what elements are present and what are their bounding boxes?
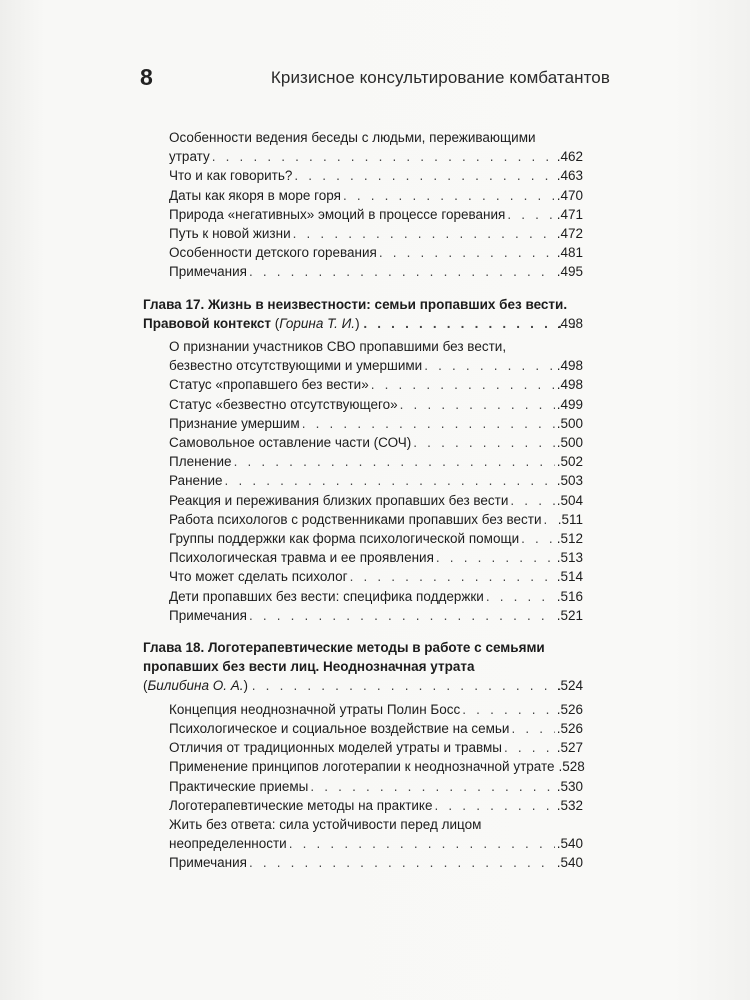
chapter-heading[interactable] (143, 295, 583, 333)
toc-entry[interactable] (143, 548, 583, 567)
toc-entry-row (169, 186, 583, 205)
leader-dots (521, 529, 555, 548)
author-paren: ( (143, 678, 148, 694)
toc-entry-row (169, 606, 583, 625)
toc-entry-title: Даты как якоря в море горя (169, 187, 341, 203)
toc-entry-row (169, 356, 583, 375)
leader-dots (504, 738, 555, 757)
toc-entry-title-line: Жить без ответа: сила устойчивости перед лицом (169, 816, 482, 832)
toc-entry-page: .462 (556, 149, 583, 165)
toc-entry[interactable] (143, 491, 583, 510)
leader-dots (507, 205, 554, 224)
toc-entry[interactable] (143, 166, 583, 185)
leader-dots (250, 676, 581, 695)
toc-entry-page: .514 (556, 569, 583, 585)
toc-entry-title: Что может сделать психолог (169, 569, 348, 585)
chapter-heading[interactable] (143, 638, 583, 696)
toc-entry-row (169, 700, 583, 719)
toc-entry-title: Практические приемы (169, 778, 309, 794)
toc-entry-title: Группы поддержки как форма психологической помощи (169, 531, 520, 547)
toc-entry-page: .527 (556, 740, 583, 756)
toc-entry-title: Признание умершим (169, 415, 300, 431)
toc-entry-title: Природа «негативных» эмоций в процессе горевания (169, 206, 506, 222)
toc-entry-row (169, 166, 583, 185)
toc-section-chapter16-tail (143, 128, 583, 282)
toc-entry-title: Реакция и переживания близких пропавших без вести (169, 492, 509, 508)
toc-entry-list (143, 700, 583, 873)
toc-entry[interactable] (143, 243, 583, 262)
toc-entry-title: Ранение (169, 473, 223, 489)
toc-entry-title: утрату (169, 149, 210, 165)
leader-dots (510, 491, 554, 510)
toc-entry[interactable] (143, 452, 583, 471)
toc-entry-row (169, 147, 583, 166)
toc-entry-title: Самовольное оставление части (СОЧ) (169, 435, 412, 451)
toc-entry-row (169, 205, 583, 224)
toc-entry-page: .530 (556, 778, 583, 794)
toc-entry-title: Логотерапевтические методы на практике (169, 797, 433, 813)
toc-entry[interactable] (143, 853, 583, 872)
toc-entry-title: Отличия от традиционных моделей утраты и травмы (169, 740, 502, 756)
toc-entry-page: .516 (556, 588, 583, 604)
toc-entry-title: Работа психологов с родственниками пропавших без вести (169, 511, 542, 527)
toc-entry-row (169, 738, 583, 757)
toc-entry[interactable] (143, 186, 583, 205)
chapter-title-row (143, 676, 583, 695)
toc-entry-row (169, 834, 583, 853)
toc-entry[interactable] (143, 414, 583, 433)
leader-dots (212, 147, 555, 166)
toc-entry[interactable] (143, 719, 583, 738)
chapter-title-line: пропавших без вести лиц. Неоднозначная утрата (143, 659, 475, 675)
toc-entry-page: .528 (558, 759, 585, 775)
leader-dots (413, 433, 554, 452)
toc-entry-row (169, 471, 583, 490)
toc-entry-row (169, 548, 583, 567)
toc-entry-row (169, 510, 583, 529)
toc-entry-page: .472 (556, 226, 583, 242)
toc-entry-row (169, 796, 583, 815)
toc-entry-title: Примечания (169, 855, 247, 871)
toc-entry-row (169, 262, 583, 281)
toc-entry-title-line: Особенности ведения беседы с людьми, переживающими (169, 130, 536, 145)
toc-entry[interactable] (143, 395, 583, 414)
toc-entry-page: .463 (556, 168, 583, 184)
toc-entry-page: .526 (556, 701, 583, 717)
toc-entry-row (169, 375, 583, 394)
running-title: Кризисное консультирование комбатантов (270, 68, 610, 87)
toc-entry-title: Психологическое и социальное воздействие на семьи (169, 720, 510, 736)
toc-entry-page: .502 (556, 454, 583, 470)
toc-entry-page: .511 (557, 511, 583, 527)
toc-entry-title: Пленение (169, 454, 232, 470)
toc-entry-page: .504 (556, 492, 583, 508)
toc-entry-page: .495 (556, 264, 583, 280)
toc-entry[interactable] (143, 262, 583, 281)
toc-entry-title: Примечания (169, 264, 247, 280)
toc-entry-page: .540 (556, 855, 583, 871)
toc-entry[interactable] (143, 738, 583, 757)
toc-entry-page: .471 (556, 206, 583, 222)
toc-entry-row (169, 395, 583, 414)
leader-dots (293, 224, 555, 243)
toc-entry-title: Особенности детского горевания (169, 245, 377, 261)
toc-entry-page: .498 (556, 377, 583, 393)
toc-entry-title: Применение принципов логотерапии к неоднозначной утрате (169, 759, 555, 775)
toc-entry[interactable] (143, 529, 583, 548)
toc-entry[interactable] (143, 128, 583, 166)
toc-entry[interactable] (143, 815, 583, 853)
toc-entry-row (169, 529, 583, 548)
leader-dots (350, 567, 555, 586)
leader-dots (511, 719, 554, 738)
toc-entry-page: .498 (556, 358, 583, 374)
toc-section-chapter17 (143, 295, 583, 625)
chapter-title-line: Глава 18. Логотерапевтические методы в работе с семьями (143, 640, 545, 656)
toc-entry-row (169, 433, 583, 452)
leader-dots (249, 853, 555, 872)
toc-entry[interactable] (143, 205, 583, 224)
toc-entry-title: Примечания (169, 607, 247, 623)
toc-entry[interactable] (143, 471, 583, 490)
toc-entry-title: безвестно отсутствующими и умершими (169, 358, 423, 374)
leader-dots (249, 606, 555, 625)
toc-entry-row (169, 587, 583, 606)
toc-entry[interactable] (143, 337, 583, 375)
toc-entry-row (169, 777, 583, 796)
leader-dots (234, 452, 555, 471)
leader-dots (462, 700, 554, 719)
toc-entry[interactable] (143, 777, 583, 796)
toc-entry-page: .481 (556, 245, 583, 261)
toc-entry[interactable] (143, 433, 583, 452)
toc-entry[interactable] (143, 224, 583, 243)
leader-dots (544, 510, 556, 529)
toc-entry-page: .500 (556, 415, 583, 431)
toc-entry-page: .540 (556, 836, 583, 852)
toc-entry[interactable] (143, 510, 583, 529)
toc-entry-row (169, 567, 583, 586)
toc-entry-title: Психологическая травма и ее проявления (169, 550, 434, 566)
leader-dots (289, 834, 555, 853)
toc-entry-title: Дети пропавших без вести: специфика поддержки (169, 588, 484, 604)
leader-dots (302, 414, 555, 433)
toc-entry-page: .526 (556, 720, 583, 736)
author-paren: ( (271, 315, 280, 331)
toc-entry-row (169, 757, 583, 776)
toc-entry[interactable] (143, 700, 583, 719)
toc-entry-page: .532 (556, 797, 583, 813)
toc-entry[interactable] (143, 587, 583, 606)
toc-entry-page: .500 (556, 435, 583, 451)
chapter-author: Билибина О. А. (147, 678, 244, 694)
author-paren: ) (243, 678, 248, 694)
toc-entry-page: .503 (556, 473, 583, 489)
toc-entry-row (169, 224, 583, 243)
toc-entry-title: Статус «пропавшего без вести» (169, 377, 369, 393)
toc-entry-page: .470 (556, 187, 583, 203)
toc-entry-page: .521 (556, 607, 583, 623)
leader-dots (362, 314, 581, 333)
toc-entry-page: .499 (556, 396, 583, 412)
toc-entry-list (143, 128, 583, 282)
leader-dots (486, 587, 555, 606)
toc-entry-list (143, 337, 583, 625)
leader-dots (424, 356, 555, 375)
leader-dots (225, 471, 555, 490)
toc-entry-row (169, 853, 583, 872)
toc-entry-title: Что и как говорить? (169, 168, 293, 184)
table-of-contents (143, 128, 583, 886)
chapter-author: Горина Т. И. (279, 315, 356, 331)
toc-entry-title: Путь к новой жизни (169, 226, 291, 242)
chapter-title-line: Глава 17. Жизнь в неизвестности: семьи пропавших без вести. (143, 296, 568, 312)
toc-entry-title: Концепция неоднозначной утраты Полин Босс (169, 701, 461, 717)
leader-dots (371, 375, 555, 394)
chapter-title-row (143, 314, 583, 333)
toc-entry-title: Статус «безвестно отсутствующего» (169, 396, 398, 412)
toc-entry-row (169, 719, 583, 738)
chapter-author-text (143, 676, 248, 695)
toc-entry-row (169, 452, 583, 471)
leader-dots (434, 796, 554, 815)
page-number: 8 (140, 64, 153, 90)
chapter-title-line: Правовой контекст (143, 315, 272, 331)
leader-dots (294, 166, 554, 185)
author-paren: ) (355, 315, 360, 331)
toc-entry-row (169, 243, 583, 262)
leader-dots (400, 395, 555, 414)
toc-entry-title: неопределенности (169, 836, 287, 852)
toc-entry-page: .513 (556, 550, 583, 566)
toc-entry[interactable] (143, 757, 583, 776)
toc-entry-row (169, 414, 583, 433)
leader-dots (343, 186, 555, 205)
toc-entry-row (169, 491, 583, 510)
leader-dots (310, 777, 554, 796)
leader-dots (436, 548, 555, 567)
toc-entry[interactable] (143, 567, 583, 586)
toc-entry-title-line: О признании участников СВО пропавшими без вести, (169, 339, 507, 355)
toc-entry[interactable] (143, 796, 583, 815)
chapter-title-text (143, 314, 360, 333)
leader-dots (249, 262, 555, 281)
page-header (140, 62, 610, 92)
toc-entry[interactable] (143, 375, 583, 394)
leader-dots (379, 243, 555, 262)
toc-entry-page: .512 (556, 531, 583, 547)
toc-entry[interactable] (143, 606, 583, 625)
toc-section-chapter18 (143, 638, 583, 872)
